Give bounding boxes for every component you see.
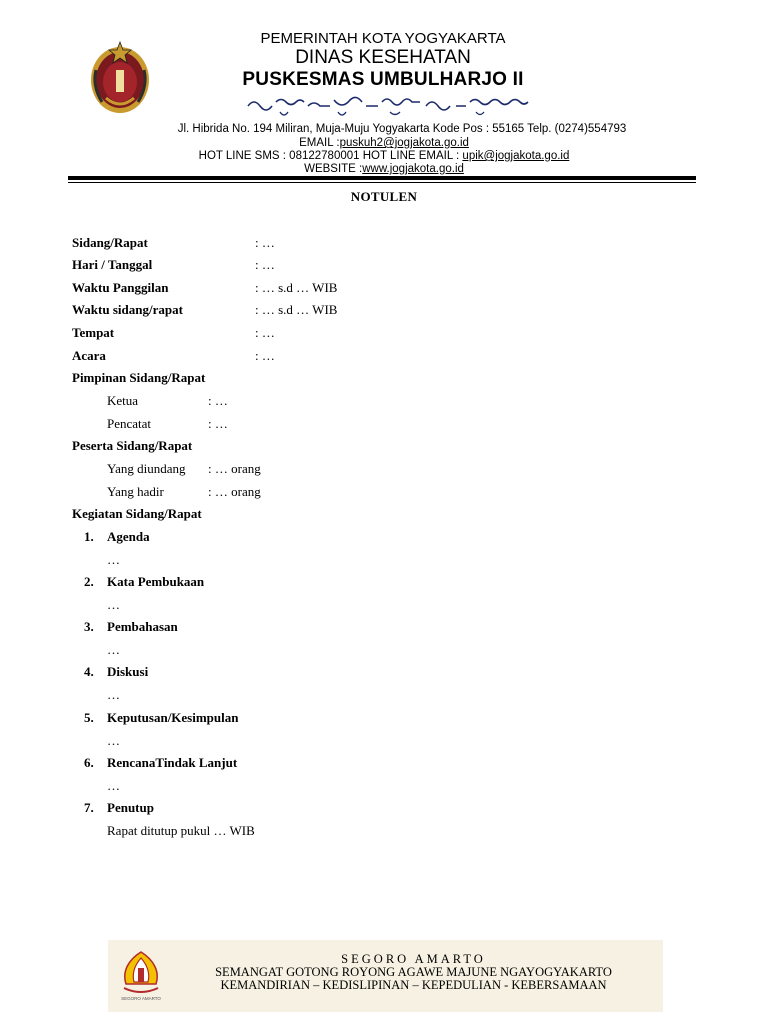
list-number: 5. (84, 710, 94, 725)
field-label: Acara (72, 348, 106, 363)
dept-name: DINAS KESEHATAN (295, 47, 471, 68)
list-number: 2. (84, 574, 94, 589)
section-heading: Kegiatan Sidang/Rapat (72, 506, 202, 521)
list-item-detail: … (107, 733, 120, 748)
list-item-detail: Rapat ditutup pukul … WIB (107, 823, 255, 838)
list-item-title: Pembahasan (107, 619, 178, 634)
field-label: Sidang/Rapat (72, 235, 148, 250)
website-label: WEBSITE : (304, 163, 363, 175)
list-item-detail: … (107, 642, 120, 657)
sub-field-value: : … (208, 393, 228, 408)
list-item-detail: … (107, 687, 120, 702)
list-item-title: RencanaTindak Lanjut (107, 755, 238, 770)
field-value: : … (255, 235, 275, 250)
sub-field-value: : … orang (208, 461, 261, 476)
footer-motto-line: SEMANGAT GOTONG ROYONG AGAWE MAJUNE NGAYOGYAKARTO (215, 965, 612, 979)
field-value: : … s.d … WIB (255, 302, 338, 317)
list-number: 7. (84, 800, 94, 815)
hotline-line (0, 149, 768, 163)
city-crest-icon (88, 40, 152, 116)
website-line (0, 162, 768, 176)
hotline-email-link[interactable]: upik@jogjakota.go.id (462, 150, 570, 162)
list-number: 3. (84, 619, 94, 634)
sub-field-label: Ketua (107, 393, 139, 408)
field-label: Waktu sidang/rapat (72, 302, 183, 317)
footer-banner (108, 940, 663, 1012)
list-item-detail: … (107, 597, 120, 612)
javanese-script-icon (246, 94, 536, 120)
hotline-label: HOT LINE SMS : 08122780001 HOT LINE EMAIL : (198, 150, 463, 162)
field-label: Waktu Panggilan (72, 280, 169, 295)
sub-field-label: Yang hadir (107, 484, 164, 499)
logo-caption: SEGORO AMARTO (121, 996, 161, 1001)
header-divider (68, 176, 696, 180)
document-title: NOTULEN (350, 189, 418, 204)
list-item-title: Keputusan/Kesimpulan (107, 710, 239, 725)
list-item-title: Diskusi (107, 664, 149, 679)
field-value: : … (255, 257, 275, 272)
sub-field-value: : … orang (208, 484, 261, 499)
field-value: : … s.d … WIB (255, 280, 338, 295)
sub-field-value: : … (208, 416, 228, 431)
field-value: : … (255, 348, 275, 363)
field-label: Tempat (72, 325, 115, 340)
website-link[interactable]: www.jogjakota.go.id (362, 163, 464, 175)
email-line (0, 136, 768, 150)
list-item-title: Penutup (107, 800, 154, 815)
sub-field-label: Pencatat (107, 416, 152, 431)
unit-name: PUSKESMAS UMBULHARJO II (242, 69, 524, 90)
email-link[interactable]: puskuh2@jogjakota.go.id (339, 137, 469, 149)
footer-values-line: KEMANDIRIAN – KEDISLIPINAN – KEPEDULIAN - KEBERSAMAAN (220, 978, 607, 992)
segoro-amarto-logo-icon (118, 948, 164, 1004)
gov-name: PEMERINTAH KOTA YOGYAKARTA (260, 30, 506, 47)
header-divider-thin (68, 182, 696, 183)
field-value: : … (255, 325, 275, 340)
footer-motto-title: SEGORO AMARTO (341, 952, 486, 966)
list-number: 1. (84, 529, 94, 544)
email-label: EMAIL : (299, 137, 340, 149)
section-heading: Pimpinan Sidang/Rapat (72, 370, 206, 385)
list-item-title: Kata Pembukaan (107, 574, 205, 589)
address-line: Jl. Hibrida No. 194 Miliran, Muja-Muju Yogyakarta Kode Pos : 55165 Telp. (0274)554793 (177, 123, 627, 135)
section-heading: Peserta Sidang/Rapat (72, 438, 193, 453)
list-number: 6. (84, 755, 94, 770)
sub-field-label: Yang diundang (107, 461, 186, 476)
list-item-detail: … (107, 552, 120, 567)
list-item-detail: … (107, 778, 120, 793)
list-number: 4. (84, 664, 94, 679)
field-label: Hari / Tanggal (72, 257, 153, 272)
list-item-title: Agenda (107, 529, 150, 544)
